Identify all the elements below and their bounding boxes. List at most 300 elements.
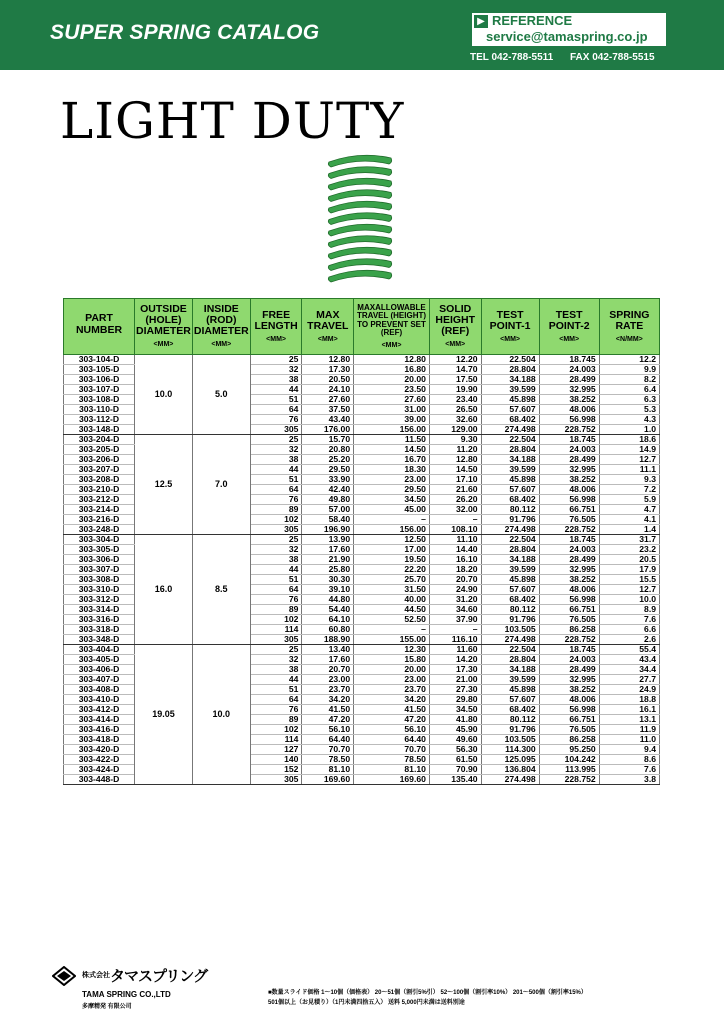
spring-rate-cell: 18.6 [599,435,659,445]
spring-rate-cell: 6.4 [599,385,659,395]
free-length-cell: 305 [250,425,302,435]
max-allowable-travel-cell: 31.00 [354,405,430,415]
reference-email-link[interactable]: service@tamaspring.co.jp [486,29,648,44]
test-point-2-cell: 228.752 [539,525,599,535]
solid-height-cell: 20.70 [429,575,481,585]
part-number-cell: 303-405-D [64,655,135,665]
solid-height-cell: 26.20 [429,495,481,505]
solid-height-cell: 24.90 [429,585,481,595]
free-length-cell: 64 [250,695,302,705]
max-allowable-travel-cell: 12.50 [354,535,430,545]
free-length-cell: 44 [250,675,302,685]
test-point-1-cell: 34.188 [481,665,539,675]
spring-rate-cell: 11.1 [599,465,659,475]
part-number-cell: 303-314-D [64,605,135,615]
part-number-cell: 303-348-D [64,635,135,645]
part-number-cell: 303-304-D [64,535,135,545]
col-header-inside-diameter: INSIDE (ROD) DIAMETER <MM> [192,299,250,355]
max-travel-cell: 169.60 [302,775,354,785]
part-number-cell: 303-408-D [64,685,135,695]
max-travel-cell: 17.60 [302,545,354,555]
col-header-max-travel: MAX TRAVEL <MM> [302,299,354,355]
part-number-cell: 303-106-D [64,375,135,385]
max-travel-cell: 15.70 [302,435,354,445]
part-number-cell: 303-406-D [64,665,135,675]
max-allowable-travel-cell: 39.00 [354,415,430,425]
max-travel-cell: 33.90 [302,475,354,485]
test-point-1-cell: 68.402 [481,415,539,425]
part-number-cell: 303-416-D [64,725,135,735]
max-allowable-travel-cell: 45.00 [354,505,430,515]
max-travel-cell: 37.50 [302,405,354,415]
solid-height-cell: 17.50 [429,375,481,385]
solid-height-cell: 108.10 [429,525,481,535]
test-point-1-cell: 274.498 [481,775,539,785]
company-prefix: 株式会社 [82,972,110,979]
test-point-2-cell: 32.995 [539,465,599,475]
max-allowable-travel-cell: 41.50 [354,705,430,715]
spring-rate-cell: 10.0 [599,595,659,605]
pricing-note-line-2: 501個以上（お見積り）（1円未満四捨五入） 送料 5,000円未満は送料別途 [268,1000,465,1006]
test-point-2-cell: 32.995 [539,565,599,575]
solid-height-cell: 27.30 [429,685,481,695]
inside-diameter-cell: 7.0 [192,435,250,535]
test-point-2-cell: 76.505 [539,515,599,525]
max-allowable-travel-cell: 44.50 [354,605,430,615]
part-number-cell: 303-316-D [64,615,135,625]
free-length-cell: 89 [250,715,302,725]
test-point-1-cell: 22.504 [481,435,539,445]
free-length-cell: 64 [250,405,302,415]
part-number-cell: 303-414-D [64,715,135,725]
spring-rate-cell: 12.2 [599,355,659,365]
test-point-1-cell: 39.599 [481,675,539,685]
test-point-1-cell: 28.804 [481,545,539,555]
max-allowable-travel-cell: 34.20 [354,695,430,705]
solid-height-cell: 32.00 [429,505,481,515]
col-header-test-point-1: TEST POINT-1 <MM> [481,299,539,355]
max-travel-cell: 58.40 [302,515,354,525]
company-name-en: TAMA SPRING CO.,LTD [82,990,171,999]
max-allowable-travel-cell: 34.50 [354,495,430,505]
solid-height-cell: 21.00 [429,675,481,685]
max-allowable-travel-cell: 47.20 [354,715,430,725]
free-length-cell: 102 [250,615,302,625]
spring-rate-cell: 18.8 [599,695,659,705]
free-length-cell: 38 [250,555,302,565]
test-point-1-cell: 103.505 [481,625,539,635]
test-point-2-cell: 228.752 [539,635,599,645]
part-number-cell: 303-105-D [64,365,135,375]
max-allowable-travel-cell: 155.00 [354,635,430,645]
max-travel-cell: 60.80 [302,625,354,635]
max-travel-cell: 44.80 [302,595,354,605]
test-point-1-cell: 22.504 [481,355,539,365]
spring-rate-cell: 31.7 [599,535,659,545]
free-length-cell: 44 [250,465,302,475]
spring-rate-cell: 12.7 [599,585,659,595]
solid-height-cell: 34.60 [429,605,481,615]
solid-height-cell: 23.40 [429,395,481,405]
spring-rate-cell: 11.0 [599,735,659,745]
spring-rate-cell: 3.8 [599,775,659,785]
solid-height-cell: 32.60 [429,415,481,425]
test-point-1-cell: 22.504 [481,535,539,545]
company-logo [52,964,212,1010]
test-point-1-cell: 28.804 [481,445,539,455]
free-length-cell: 38 [250,455,302,465]
test-point-2-cell: 56.998 [539,595,599,605]
spring-rate-cell: 6.6 [599,625,659,635]
max-allowable-travel-cell: 23.00 [354,675,430,685]
col-header-spring-rate: SPRING RATE <N/MM> [599,299,659,355]
free-length-cell: 305 [250,775,302,785]
part-number-cell: 303-216-D [64,515,135,525]
spring-rate-cell: 23.2 [599,545,659,555]
outside-diameter-cell: 10.0 [135,355,193,435]
max-allowable-travel-cell: 70.70 [354,745,430,755]
table-header-row [64,299,660,355]
max-allowable-travel-cell: 156.00 [354,525,430,535]
free-length-cell: 152 [250,765,302,775]
max-allowable-travel-cell: 15.80 [354,655,430,665]
max-travel-cell: 176.00 [302,425,354,435]
spring-rate-cell: 24.9 [599,685,659,695]
max-travel-cell: 27.60 [302,395,354,405]
free-length-cell: 64 [250,585,302,595]
catalog-brand: SUPER SPRING CATALOG [50,21,320,44]
max-travel-cell: 17.60 [302,655,354,665]
arrow-right-icon: ▶ [474,15,488,28]
max-travel-cell: 39.10 [302,585,354,595]
max-travel-cell: 54.40 [302,605,354,615]
test-point-1-cell: 39.599 [481,465,539,475]
part-number-cell: 303-248-D [64,525,135,535]
max-allowable-travel-cell: 14.50 [354,445,430,455]
part-number-cell: 303-420-D [64,745,135,755]
reference-label: REFERENCE [492,13,573,28]
test-point-2-cell: 113.995 [539,765,599,775]
test-point-2-cell: 76.505 [539,615,599,625]
free-length-cell: 51 [250,685,302,695]
max-travel-cell: 70.70 [302,745,354,755]
max-travel-cell: 23.70 [302,685,354,695]
free-length-cell: 25 [250,435,302,445]
max-allowable-travel-cell: – [354,515,430,525]
max-allowable-travel-cell: 40.00 [354,595,430,605]
spring-rate-cell: 43.4 [599,655,659,665]
part-number-cell: 303-407-D [64,675,135,685]
max-allowable-travel-cell: 16.80 [354,365,430,375]
spring-rate-cell: 6.3 [599,395,659,405]
part-number-cell: 303-210-D [64,485,135,495]
test-point-2-cell: 56.998 [539,705,599,715]
spring-rate-cell: 7.6 [599,765,659,775]
company-mark-icon [52,966,76,986]
free-length-cell: 89 [250,605,302,615]
pricing-note [268,988,688,1008]
max-travel-cell: 81.10 [302,765,354,775]
solid-height-cell: 21.60 [429,485,481,495]
spring-rate-cell: 20.5 [599,555,659,565]
test-point-2-cell: 28.499 [539,375,599,385]
solid-height-cell: 49.60 [429,735,481,745]
solid-height-cell: 70.90 [429,765,481,775]
test-point-2-cell: 24.003 [539,445,599,455]
part-number-cell: 303-214-D [64,505,135,515]
free-length-cell: 64 [250,485,302,495]
col-header-outside-diameter: OUTSIDE (HOLE) DIAMETER <MM> [135,299,193,355]
test-point-2-cell: 38.252 [539,685,599,695]
free-length-cell: 76 [250,595,302,605]
table-row [64,535,660,545]
solid-height-cell: 56.30 [429,745,481,755]
part-number-cell: 303-307-D [64,565,135,575]
max-allowable-travel-cell: 12.30 [354,645,430,655]
outside-diameter-cell: 16.0 [135,535,193,645]
part-number-cell: 303-204-D [64,435,135,445]
spring-rate-cell: 4.7 [599,505,659,515]
max-allowable-travel-cell: 31.50 [354,585,430,595]
max-allowable-travel-cell: 17.00 [354,545,430,555]
solid-height-cell: 31.20 [429,595,481,605]
max-allowable-travel-cell: 20.00 [354,375,430,385]
max-allowable-travel-cell: 20.00 [354,665,430,675]
spring-coil [328,201,391,213]
solid-height-cell: 19.90 [429,385,481,395]
solid-height-cell: 129.00 [429,425,481,435]
test-point-1-cell: 80.112 [481,605,539,615]
test-point-1-cell: 45.898 [481,475,539,485]
test-point-1-cell: 136.804 [481,765,539,775]
max-allowable-travel-cell: 52.50 [354,615,430,625]
max-travel-cell: 20.50 [302,375,354,385]
test-point-1-cell: 80.112 [481,715,539,725]
test-point-2-cell: 56.998 [539,495,599,505]
free-length-cell: 38 [250,375,302,385]
test-point-1-cell: 274.498 [481,525,539,535]
free-length-cell: 114 [250,735,302,745]
part-number-cell: 303-410-D [64,695,135,705]
part-number-cell: 303-305-D [64,545,135,555]
spring-coil [328,213,391,225]
part-number-cell: 303-312-D [64,595,135,605]
max-allowable-travel-cell: 156.00 [354,425,430,435]
spring-coil [328,178,391,190]
test-point-1-cell: 28.804 [481,365,539,375]
test-point-1-cell: 45.898 [481,575,539,585]
max-travel-cell: 47.20 [302,715,354,725]
test-point-1-cell: 39.599 [481,385,539,395]
max-travel-cell: 42.40 [302,485,354,495]
free-length-cell: 51 [250,395,302,405]
spring-rate-cell: 8.2 [599,375,659,385]
solid-height-cell: 11.60 [429,645,481,655]
test-point-2-cell: 28.499 [539,455,599,465]
test-point-2-cell: 228.752 [539,425,599,435]
free-length-cell: 127 [250,745,302,755]
max-travel-cell: 64.10 [302,615,354,625]
solid-height-cell: 17.30 [429,665,481,675]
test-point-2-cell: 56.998 [539,415,599,425]
free-length-cell: 76 [250,705,302,715]
max-allowable-travel-cell: 23.00 [354,475,430,485]
spring-rate-cell: 9.3 [599,475,659,485]
solid-height-cell: 18.20 [429,565,481,575]
part-number-cell: 303-418-D [64,735,135,745]
spring-rate-cell: 9.9 [599,365,659,375]
test-point-1-cell: 22.504 [481,645,539,655]
free-length-cell: 305 [250,525,302,535]
part-number-cell: 303-308-D [64,575,135,585]
free-length-cell: 25 [250,535,302,545]
test-point-2-cell: 24.003 [539,655,599,665]
spring-rate-cell: 8.9 [599,605,659,615]
table-row [64,645,660,655]
test-point-1-cell: 39.599 [481,565,539,575]
spring-coil [328,259,391,271]
solid-height-cell: 26.50 [429,405,481,415]
solid-height-cell: – [429,625,481,635]
free-length-cell: 25 [250,645,302,655]
max-allowable-travel-cell: 23.50 [354,385,430,395]
spring-rate-cell: 27.7 [599,675,659,685]
max-allowable-travel-cell: – [354,625,430,635]
max-travel-cell: 21.90 [302,555,354,565]
test-point-2-cell: 38.252 [539,395,599,405]
spring-rate-cell: 17.9 [599,565,659,575]
test-point-1-cell: 125.095 [481,755,539,765]
outside-diameter-cell: 12.5 [135,435,193,535]
page-title: LIGHT DUTY [60,92,405,150]
test-point-1-cell: 114.300 [481,745,539,755]
test-point-1-cell: 57.607 [481,695,539,705]
solid-height-cell: 12.20 [429,355,481,365]
test-point-2-cell: 38.252 [539,475,599,485]
test-point-1-cell: 91.796 [481,725,539,735]
part-number-cell: 303-404-D [64,645,135,655]
spring-rate-cell: 55.4 [599,645,659,655]
spring-rate-cell: 1.0 [599,425,659,435]
catalog-header [0,0,724,70]
solid-height-cell: 14.40 [429,545,481,555]
spring-coil [328,155,391,167]
reference-box [470,11,668,48]
test-point-2-cell: 86.258 [539,735,599,745]
test-point-2-cell: 32.995 [539,385,599,395]
spring-coil [328,167,391,179]
max-allowable-travel-cell: 22.20 [354,565,430,575]
test-point-2-cell: 18.745 [539,435,599,445]
test-point-1-cell: 80.112 [481,505,539,515]
test-point-1-cell: 91.796 [481,515,539,525]
part-number-cell: 303-148-D [64,425,135,435]
test-point-2-cell: 76.505 [539,725,599,735]
max-travel-cell: 57.00 [302,505,354,515]
solid-height-cell: 11.10 [429,535,481,545]
test-point-2-cell: 18.745 [539,535,599,545]
max-travel-cell: 196.90 [302,525,354,535]
free-length-cell: 102 [250,515,302,525]
solid-height-cell: 37.90 [429,615,481,625]
test-point-2-cell: 18.745 [539,645,599,655]
test-point-2-cell: 28.499 [539,555,599,565]
spring-coil [328,247,391,259]
max-travel-cell: 24.10 [302,385,354,395]
col-header-max-allowable-travel: MAXALLOWABLE TRAVEL (HEIGHT) TO PREVENT SET (REF) <MM> [354,299,430,355]
part-number-cell: 303-207-D [64,465,135,475]
max-allowable-travel-cell: 16.70 [354,455,430,465]
part-number-cell: 303-108-D [64,395,135,405]
max-travel-cell: 13.90 [302,535,354,545]
max-travel-cell: 25.80 [302,565,354,575]
spring-rate-cell: 11.9 [599,725,659,735]
part-number-cell: 303-110-D [64,405,135,415]
pricing-note-line-1: ■数量スライド価格 1～10個（価格表） 20～51個（割引5%引） 52～100個（割引率10%） 201～500個（割引率15%） [268,990,587,996]
solid-height-cell: 17.10 [429,475,481,485]
max-travel-cell: 25.20 [302,455,354,465]
test-point-1-cell: 34.188 [481,555,539,565]
tel-number: TEL 042-788-5511 [470,52,554,63]
max-travel-cell: 43.40 [302,415,354,425]
solid-height-cell: 12.80 [429,455,481,465]
solid-height-cell: 135.40 [429,775,481,785]
max-travel-cell: 23.00 [302,675,354,685]
spring-coil [328,270,391,282]
spring-rate-cell: 5.3 [599,405,659,415]
free-length-cell: 140 [250,755,302,765]
max-allowable-travel-cell: 64.40 [354,735,430,745]
test-point-1-cell: 91.796 [481,615,539,625]
max-travel-cell: 49.80 [302,495,354,505]
max-travel-cell: 78.50 [302,755,354,765]
free-length-cell: 89 [250,505,302,515]
col-header-solid-height: SOLID HEIGHT (REF) <MM> [429,299,481,355]
max-travel-cell: 64.40 [302,735,354,745]
max-travel-cell: 56.10 [302,725,354,735]
company-name-jp: タマスプリング [110,968,208,985]
free-length-cell: 32 [250,445,302,455]
solid-height-cell: 41.80 [429,715,481,725]
spring-rate-cell: 4.1 [599,515,659,525]
test-point-2-cell: 48.006 [539,695,599,705]
spring-rate-cell: 12.7 [599,455,659,465]
spring-rate-cell: 15.5 [599,575,659,585]
inside-diameter-cell: 8.5 [192,535,250,645]
test-point-2-cell: 24.003 [539,545,599,555]
solid-height-cell: 14.70 [429,365,481,375]
max-allowable-travel-cell: 23.70 [354,685,430,695]
spring-rate-cell: 2.6 [599,635,659,645]
free-length-cell: 38 [250,665,302,675]
part-number-cell: 303-205-D [64,445,135,455]
solid-height-cell: 16.10 [429,555,481,565]
part-number-cell: 303-212-D [64,495,135,505]
test-point-2-cell: 38.252 [539,575,599,585]
contact-info [470,52,690,63]
free-length-cell: 44 [250,565,302,575]
test-point-2-cell: 24.003 [539,365,599,375]
solid-height-cell: 14.20 [429,655,481,665]
max-allowable-travel-cell: 27.60 [354,395,430,405]
test-point-1-cell: 45.898 [481,395,539,405]
part-number-cell: 303-104-D [64,355,135,365]
part-number-cell: 303-424-D [64,765,135,775]
free-length-cell: 102 [250,725,302,735]
part-number-cell: 303-107-D [64,385,135,395]
test-point-1-cell: 57.607 [481,405,539,415]
test-point-1-cell: 34.188 [481,455,539,465]
